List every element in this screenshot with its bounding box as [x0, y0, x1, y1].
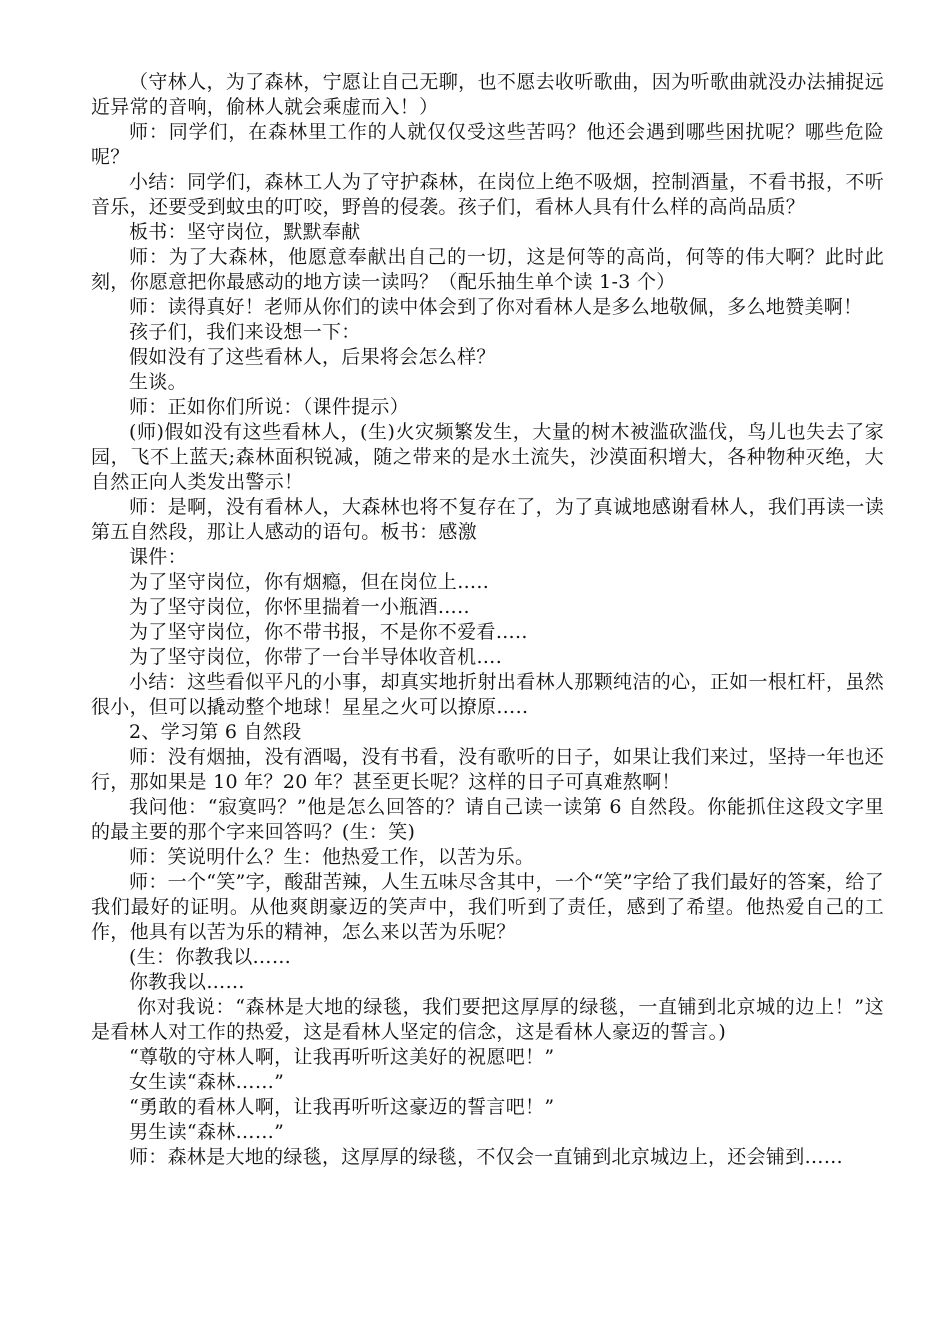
paragraph-board-2: 师：是啊，没有看林人，大森林也将不复存在了，为了真诚地感谢看林人，我们再读一读第五自然段，那让人感动的语句。板书：感激 [91, 496, 884, 543]
paragraph-smile-meaning: 师：笑说明什么？生：他热爱工作，以苦为乐。 [129, 846, 535, 868]
list-item: 为了坚守岗位，你有烟瘾，但在岗位上….. [129, 571, 490, 593]
paragraph-brave-call: “勇敢的看林人啊，让我再听听这豪迈的誓言吧！” [129, 1096, 555, 1118]
list-item: 为了坚守岗位，你怀里揣着一小瓶酒….. [129, 596, 470, 618]
paragraph-boys-read: 男生读“森林……” [129, 1121, 285, 1143]
paragraph-question-lonely: 我问他：“寂寞吗？”他是怎么回答的？请自己读一读第 6 自然段。你能抓住这段文字里的最主要的那个字来回答吗？(生：笑) [91, 796, 884, 843]
paragraph-consequences: (师)假如没有这些看林人，(生)火灾频繁发生，大量的树木被滥砍滥伐，鸟儿也失去了家园，飞不上蓝天;森林面积锐减，随之带来的是水土流失，沙漠面积增大，各种物种灭绝，大自然正向人类发出警示！ [91, 421, 884, 493]
paragraph-summary-2: 小结：这些看似平凡的小事，却真实地折射出看林人那颗纯洁的心，正如一根杠杆，虽然很小，但可以撬动整个地球！星星之火可以撩原….. [91, 671, 884, 718]
paragraph-student-2: 你教我以…… [129, 971, 245, 993]
paragraph-teacher-question: 师：同学们，在森林里工作的人就仅仅受这些苦吗？他还会遇到哪些困扰呢？哪些危险呢？ [91, 121, 884, 168]
paragraph-teacher-dedication: 师：为了大森林，他愿意奉献出自己的一切，这是何等的高尚，何等的伟大啊？此时此刻，你愿意把你最感动的地方读一读吗？（配乐抽生单个读 1-3 个） [91, 246, 884, 293]
paragraph-intro-note: （守林人，为了森林，宁愿让自己无聊，也不愿去收听歌曲，因为听歌曲就没办法捕捉远近异常的音响，偷林人就会乘虚而入！） [91, 71, 884, 118]
paragraph-hypothesis: 假如没有了这些看林人，后果将会怎么样？ [129, 346, 496, 368]
paragraph-girls-read: 女生读“森林……” [129, 1071, 285, 1093]
paragraph-forest-quote: 你对我说：“森林是大地的绿毯，我们要把这厚厚的绿毯，一直铺到北京城的边上！”这是看林人对工作的热爱，这是看林人坚定的信念，这是看林人豪迈的誓言。) [91, 996, 884, 1043]
list-item: 为了坚守岗位，你带了一台半导体收音机…. [129, 646, 503, 668]
list-item: 为了坚守岗位，你不带书报，不是你不爱看….. [129, 621, 528, 643]
paragraph-closing: 师：森林是大地的绿毯，这厚厚的绿毯，不仅会一直铺到北京城边上，还会铺到…… [129, 1146, 844, 1168]
document-body [91, 70, 884, 1170]
paragraph-respect-call: “尊敬的守林人啊，让我再听听这美好的祝愿吧！” [129, 1046, 555, 1068]
paragraph-students-talk: 生谈。 [129, 371, 187, 393]
paragraph-student-1: (生：你教我以…… [129, 946, 292, 968]
section-heading: 2、学习第 6 自然段 [129, 721, 302, 743]
paragraph-courseware-label: 课件： [129, 546, 187, 568]
paragraph-courseware-hint: 师：正如你们所说：（课件提示） [129, 396, 410, 418]
paragraph-imagine: 孩子们，我们来设想一下： [129, 321, 361, 343]
paragraph-teacher-praise: 师：读得真好！老师从你们的读中体会到了你对看林人是多么地敬佩，多么地赞美啊！ [129, 296, 863, 318]
paragraph-board-1: 板书：坚守岗位，默默奉献 [129, 221, 361, 243]
paragraph-teacher-lonely: 师：没有烟抽，没有酒喝，没有书看，没有歌听的日子，如果让我们来过，坚持一年也还行，那如果是 10 年？20 年？甚至更长呢？这样的日子可真难熬啊！ [91, 746, 884, 793]
paragraph-summary-1: 小结：同学们，森林工人为了守护森林，在岗位上绝不吸烟，控制酒量，不看书报，不听音乐，还要受到蚊虫的叮咬，野兽的侵袭。孩子们，看林人具有什么样的高尚品质？ [91, 171, 884, 218]
paragraph-smile-word: 师：一个“笑”字，酸甜苦辣，人生五味尽含其中，一个“笑”字给了我们最好的答案，给了我们最好的证明。从他爽朗豪迈的笑声中，我们听到了责任，感到了希望。他热爱自己的工作，他具有以苦为乐的精神，怎么来以苦为乐呢？ [91, 871, 884, 943]
